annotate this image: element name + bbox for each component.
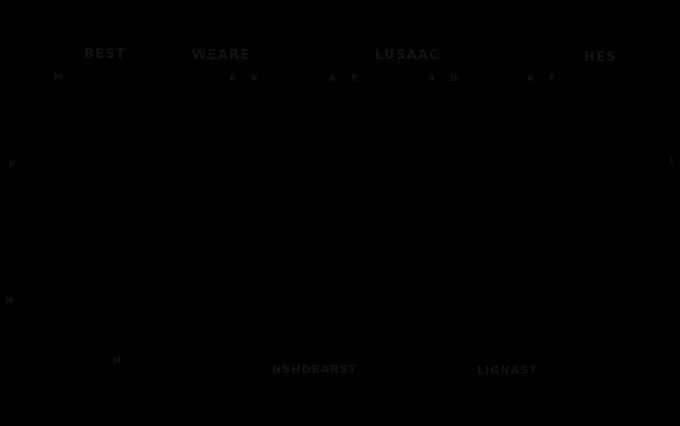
subheader-item-r[interactable]: R [351, 74, 360, 84]
subheader-item-d[interactable]: D [450, 74, 460, 84]
left-edge-item-m[interactable]: M [113, 356, 122, 365]
subheader-item-a4[interactable]: A [527, 74, 536, 84]
subheader-item-k[interactable]: K [251, 74, 260, 84]
header-item-best[interactable]: BEST [84, 47, 126, 62]
header-item-weare[interactable]: WEARE [192, 48, 251, 63]
header-item-lusaac[interactable]: LUSAAC [375, 48, 440, 63]
subheader-item-f[interactable]: F [549, 74, 557, 84]
right-edge-item-i[interactable]: I [670, 157, 674, 167]
left-edge-item-n[interactable]: N [5, 296, 14, 306]
subheader-item-a3[interactable]: A [428, 74, 437, 84]
left-edge-item-p[interactable]: P [9, 160, 17, 170]
footer-item-nshdearst[interactable]: NSHDEARST [272, 363, 358, 376]
footer-item-lignast[interactable]: LIGNAST [477, 364, 538, 377]
header-item-hes[interactable]: HES [584, 50, 617, 65]
subheader-item-a2[interactable]: A [329, 74, 338, 84]
subheader-item-a1[interactable]: A [229, 74, 238, 84]
subheader-item-m[interactable]: M [54, 73, 65, 83]
